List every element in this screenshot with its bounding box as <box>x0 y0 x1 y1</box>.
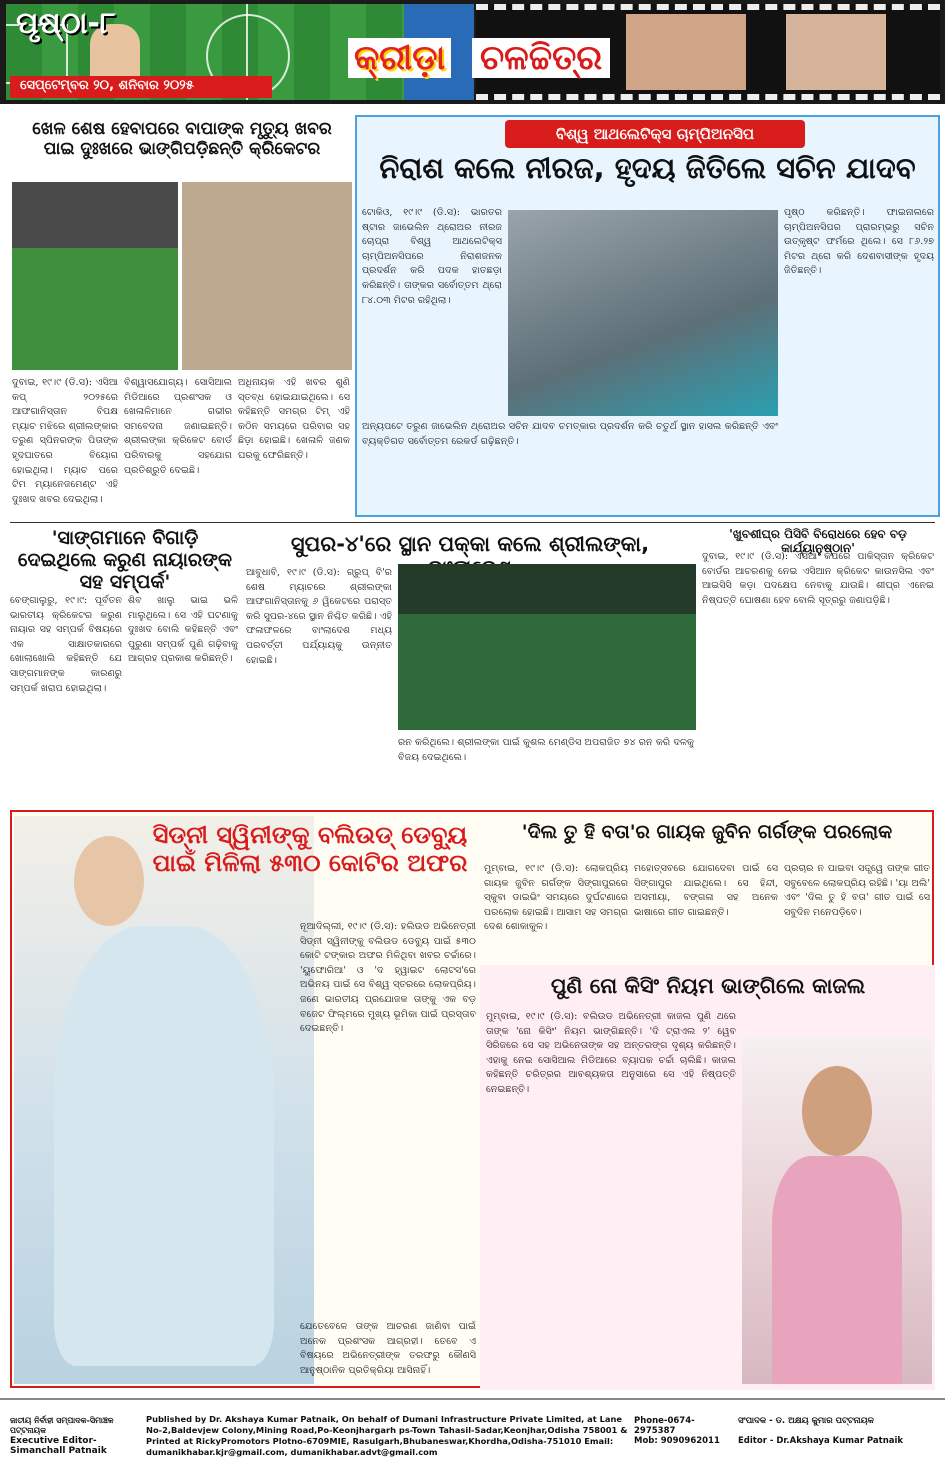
article-column: ପୃଷ୍ଠ କରିଛନ୍ତି। ଫାଇନାଲରେ ଚାମ୍ପିଅନସିପର ପ୍ରାରମ୍ଭରୁ ସଚିନ ଉତ୍କୃଷ୍ଟ ଫର୍ମରେ ଥିଲେ। ସେ ୮୬.୨୭ ମିଟର ଥ୍ରୋ କରି ଦେଶବାସୀଙ୍କ ହୃଦୟ ଜିତିଛନ୍ତି। <box>784 207 934 277</box>
portrait-face-shape <box>802 1066 872 1156</box>
kajol-photo <box>742 1036 932 1384</box>
article-column: ଟୋକିଓ, ୧୯।୯ (ଡି.ସ): ଭାରତର ଷ୍ଟାର ଜାଭେଲିନ ଥ୍ରୋଅର ନୀରଜ ଚୋପ୍ରା ବିଶ୍ୱ ଆଥଲେଟିକ୍ସ ଚାମ୍ପିଅନସିପରେ ନିରାଶଜନକ ପ୍ରଦର୍ଶନ କରି ପଦକ ହାତଛଡ଼ା କରିଛନ୍ତି। ତାଙ୍କର ସର୍ବୋତ୍ତମ ଥ୍ରୋ ୮୪.୦୩ ମିଟର ରହିଥିଲା। <box>362 207 502 306</box>
kicker-athletics: ବିଶ୍ୱ ଆଥଲେଟିକ୍ସ ଚାମ୍ପିଅନସିପ <box>505 120 805 148</box>
article-column: ଶିବ ଖାଲୁ ଭାଇ ଭଳି ମାଲୁଥିଲେ। ସେ ଏହି ଘଟଣାକୁ ଦୁଃଖଦ ବୋଲି କହିଛନ୍ତି ଏବଂ ପୁରୁଣା ସମ୍ପର୍କ ପୁଣି ଗଢ଼ିବାକୁ ଆଗ୍ରହ ପ୍ରକାଶ କରିଛନ୍ତି। <box>128 595 238 665</box>
article-column: ଅଧିନାୟକ ଏହି ଖବର ଶୁଣି ସ୍ତବ୍ଧ ହୋଇଯାଇଥିଲେ। ସେ କହିଛନ୍ତି ସମଗ୍ର ଟିମ୍ ଏହି କଠିନ ସମୟରେ ପରିବାର ସହ ଛିଡ଼ା ହୋଇଛି। ଖେଳାଳି ଜଣକ ଘରକୁ ଫେରିଛନ୍ତି। <box>238 377 350 461</box>
editor-english: Editor - Dr.Akshaya Kumar Patnaik <box>738 1436 904 1446</box>
editor-odia: ସଂପାଦକ - ଡ. ଅକ୍ଷୟ କୁମାର ପଟ୍ଟନାୟକ <box>738 1416 874 1426</box>
divider <box>10 522 935 523</box>
article-column: ବିଶ୍ୱାସଯୋଗ୍ୟ। ସୋସିଆଲ ମିଡିଆରେ ପ୍ରଶଂସକ ଓ ଖେଳାଳିମାନେ ଗଭୀର ସମବେଦନା ଜଣାଇଛନ୍ତି। ଶ୍ରୀଲଙ୍କା କ୍ରିକେଟ ବୋର୍ଡ ପରିବାରକୁ ସହଯୋଗ ପ୍ରତିଶ୍ରୁତି ଦେଇଛି। <box>124 377 232 476</box>
article-column: ଦୁବାଇ, ୧୯।୯ (ଡି.ସ): ଏସିଆ କପ୍ ୨୦୨୫ରେ ଆଫଗାନିସ୍ତାନ ବିପକ୍ଷ ମ୍ୟାଚ ମଝିରେ ଶ୍ରୀଲଙ୍କାର ତରୁଣ ସ୍ପିନରଙ୍କ ପିତାଙ୍କ ହୃଦଘାତରେ ବିୟୋଗ ହୋଇଥିଲା। ମ୍ୟାଚ ପରେ ଟିମ ମ୍ୟାନେଜମେଣ୍ଟ ଏହି ଦୁଃଖଦ ଖବର ଦେଇଥିଲା। <box>12 377 118 505</box>
publisher-imprint: Published by Dr. Akshaya Kumar Patnaik, On behalf of Dumani Infrastructure Private Limited, at Lane No-2,Baldevjew Colony,Mining Road,Po-Keonjhargarh ps-Town Tahasil-Sadar,Keonjhar,Odisha 758001 & Printed at RickyPromotors Plotno-6709MIE, Rasulgarh,Bhubaneswar,Khordha,Odisha-751010 Email: dumanikhabar.kjr@gmail.com, dumanikhabar.advt@gmail.com <box>146 1414 628 1457</box>
article-column: ରନ କରିଥିଲେ। ଶ୍ରୀଲଙ୍କା ପାଇଁ କୁଶଲ ମେଣ୍ଡିସ ଅପରାଜିତ ୭୪ ରନ କରି ଦଳକୁ ବିଜୟ ଦେଇଥିଲେ। <box>398 737 694 763</box>
headline-super4: ସୁପର-୪'ରେ ସ୍ଥାନ ପକ୍କା କଲେ ଶ୍ରୀଲଙ୍କା, <box>290 532 650 556</box>
article-column: ପ୍ରଚାର ନ ପାଇବା ସତ୍ତ୍ୱେ ତାଙ୍କ ଗୀତ ସବୁବେଳେ ଲୋକପ୍ରିୟ ରହିଛି। 'ୟା ଅଲି' ଏବଂ 'ଦିଲ ତୁ ହି ବତା' ଗୀତ ପାଇଁ ସେ ସବୁଦିନ ମନେପଡ଼ିବେ। <box>784 863 930 918</box>
article-column: ଆବୁଧାବି, ୧୯।୯ (ଡି.ସ): ଗ୍ରୁପ୍ ବି'ର ଶେଷ ମ୍ୟାଚରେ ଶ୍ରୀଲଙ୍କା ଆଫଗାନିସ୍ତାନକୁ ୬ ୱିକେଟରେ ପରାସ୍ତ କରି ସୁପର-୪ରେ ସ୍ଥାନ ନିଶ୍ଚିତ କରିଛି। ଏହି ଫଳାଫଳରେ ବାଂଲାଦେଶ ମଧ୍ୟ ପରବର୍ତ୍ତୀ ପର୍ଯ୍ୟାୟକୁ ଉନ୍ନୀତ ହୋଇଛି। <box>246 567 392 666</box>
article-column: ମୁମ୍ବାଇ, ୧୯।୯ (ଡି.ସ): ବଲିଉଡ ଅଭିନେତ୍ରୀ କାଜଲ ପୁଣି ଥରେ ତାଙ୍କ 'ନୋ କିସିଂ' ନିୟମ ଭାଙ୍ଗିଛନ୍ତି। 'ଦି ଟ୍ରାଏଲ ୨' ୱେବ ସିରିଜରେ ସେ ସହ ଅଭିନେତାଙ୍କ ସହ ଅନ୍ତରଙ୍ଗ ଦୃଶ୍ୟ କରିଛନ୍ତି। ଏହାକୁ ନେଇ ସୋସିଆଲ ମିଡିଆରେ ବ୍ୟାପକ ଚର୍ଚ୍ଚା ଚାଲିଛି। କାଜଲ କହିଛନ୍ତି ଚରିତ୍ରର ଆବଶ୍ୟକତା ଅନୁସାରେ ସେ ଏହି ନିଷ୍ପତ୍ତି ନେଇଛନ୍ତି। <box>486 1011 736 1095</box>
section-title-cinema: ଚଳଚ୍ଚିତ୍ର <box>472 38 610 78</box>
family-photo <box>182 182 352 370</box>
headline-protest: 'ଖୁବଶୀଘ୍ର ପିସିବି ବିରୋଧରେ ହେବ ବଡ଼ କାର୍ଯ୍ୟାନୁଷ୍ଠାନ' <box>729 527 907 555</box>
executive-editor-odia: ଜାତୀୟ ନିର୍ବାହୀ ସମ୍ପାଦକ-ସିମାଞ୍ଚଳ ପଟ୍ଟନାୟକ <box>10 1416 114 1435</box>
article-column: ଦୁବାଇ, ୧୯।୯ (ଡି.ସ): ଏସିଆ କପରେ ପାକିସ୍ତାନ କ୍ରିକେଟ ବୋର୍ଡର ଆଚରଣକୁ ନେଇ ଏସିଆନ କ୍ରିକେଟ କାଉନସିଲ ଏବଂ ଆଇସିସି କଡ଼ା ପଦକ୍ଷେପ ନେବାକୁ ଯାଉଛି। ଶୀଘ୍ର ଏନେଇ ନିଷ୍ପତ୍ତି ଘୋଷଣା ହେବ ବୋଲି ସୂତ୍ରରୁ ଜଣାପଡ଼ିଛି। <box>702 551 934 606</box>
issue-date: ସେପ୍ଟେମ୍ବର ୨୦, ଶନିବାର ୨୦୨୫ <box>10 76 272 98</box>
headline-kajol: ପୁଣି ନୋ କିସିଂ ନିୟମ ଭାଙ୍ଗିଲେ କାଜଲ <box>550 974 866 998</box>
headline-karun: 'ସାଙ୍ଗମାନେ ବିଗାଡ଼ି ଦେଇଥିଲେ କରୁଣ ନାୟାରଙ୍କ ସହ ସମ୍ପର୍କ' <box>17 527 233 593</box>
gown-shape <box>54 926 274 1366</box>
article-column: ବେଙ୍ଗାଲୁରୁ, ୧୯।୯: ପୂର୍ବତନ ଭାରତୀୟ କ୍ରିକେଟର କରୁଣ ନାୟାର ସହ ସମ୍ପର୍କ ବିଷୟରେ ଏକ ସାକ୍ଷାତକାରରେ ଖୋଲାଖୋଲି କହିଛନ୍ତି ଯେ ସାଙ୍ଗମାନଙ୍କ କାରଣରୁ ସମ୍ପର୍କ ଖରାପ ହୋଇଥିଲା। <box>10 595 122 694</box>
article-column: ଯେତେବେଳେ ତାଙ୍କ ଆଚରଣ ଜାଣିବା ପାଇଁ ଅନେକ ପ୍ରଶଂସକ ଆଗ୍ରହୀ। ତେବେ ଏ ବିଷୟରେ ଅଭିନେତ୍ରୀଙ୍କ ତରଫରୁ କୌଣସି ଆନୁଷ୍ଠାନିକ ପ୍ରତିକ୍ରିୟା ଆସିନାହିଁ। <box>300 1321 476 1376</box>
dress-shape <box>772 1156 902 1384</box>
section-title-sports: କ୍ରୀଡ଼ା <box>348 38 451 78</box>
headline-cricketer: ଖେଳ ଶେଷ ହେବାପରେ ବାପାଙ୍କ ମୃତ୍ୟୁ ଖବର ପାଇ ଦୁଃଖରେ ଭାଙ୍ଗିପଡ଼ିଛନ୍ତି କ୍ରିକେଟର <box>32 119 332 159</box>
phone-number: Phone-0674-2975387 <box>634 1416 695 1436</box>
article-column: ନୂଆଦିଲ୍ଲୀ, ୧୯।୯ (ଡି.ସ): ହଲିଉଡ ଅଭିନେତ୍ରୀ ସିଡ୍‌ନୀ ସ୍ୱିନୀଙ୍କୁ ବଲିଉଡ ଡେବ୍ୟୁ ପାଇଁ ୫୩୦ କୋଟି ଟଙ୍କାର ଅଫର ମିଳିଥିବା ଖବର ଚର୍ଚ୍ଚାରେ। 'ୟୁଫୋରିଆ' ଓ 'ଦ ହ୍ୱାଇଟ ଲୋଟସ'ରେ ଅଭିନୟ ପାଇଁ ସେ ବିଶ୍ୱ ସ୍ତରରେ ଲୋକପ୍ରିୟ। ଜଣେ ଭାରତୀୟ ପ୍ରଯୋଜକ ତାଙ୍କୁ ଏକ ବଡ଼ ବଜେଟ ଫିଲ୍ମରେ ମୁଖ୍ୟ ଭୂମିକା ପାଇଁ ପ୍ରସ୍ତାବ ଦେଇଛନ୍ତି। <box>300 921 476 1035</box>
headline-zubeen: 'ଦିଲ ତୁ ହି ବତା'ର ଗାୟକ ଜୁବିନ ଗର୍ଗଙ୍କ ପରଲୋକ <box>521 821 893 843</box>
portrait-face-shape <box>74 836 144 926</box>
headline-sydney: ସିଡ୍‌ନୀ ସ୍ୱିନୀଙ୍କୁ ବଲିଉଡ୍ ଡେବ୍ୟୁ ପାଇଁ ମିଳିଲା ୫୩୦ କୋଟିର ଅଫର <box>152 821 468 877</box>
stadium-photo <box>12 182 178 370</box>
executive-editor-english: Executive Editor-Simanchall Patnaik <box>10 1436 107 1456</box>
sydney-sweeney-photo <box>14 816 314 1384</box>
mobile-number: Mob: 9090962011 <box>634 1436 720 1446</box>
actress-photo-1 <box>626 14 746 90</box>
sachin-yadav-photo <box>508 210 778 416</box>
cricket-match-photo <box>398 564 696 730</box>
imprint-footer <box>0 1398 945 1469</box>
article-column: ଅନ୍ୟପଟେ ତରୁଣ ଜାଭେଲିନ ଥ୍ରୋଅର ସଚିନ ଯାଦବ ଚମତ୍କାର ପ୍ରଦର୍ଶନ କରି ଚତୁର୍ଥ ସ୍ଥାନ ହାସଲ କରିଛନ୍ତି ଏବଂ ବ୍ୟକ୍ତିଗତ ସର୍ବୋତ୍ତମ ରେକର୍ଡ ଗଢ଼ିଛନ୍ତି। <box>362 421 778 447</box>
actress-photo-2 <box>786 14 886 90</box>
headline-neeraj: ନିରାଶ କଲେ ନୀରଜ, ହୃଦୟ ଜିତିଲେ ସଚିନ ଯାଦବ <box>379 151 916 185</box>
article-column: ମୁମ୍ବାଇ, ୧୯।୯ (ଡି.ସ): ଲୋକପ୍ରିୟ ଗାୟକ ଜୁବିନ ଗର୍ଗଙ୍କ ସିଙ୍ଗାପୁରରେ ସ୍କୁବା ଡାଇଭିଂ ସମୟରେ ଦୁର୍ଘଟଣାରେ ପରଲୋକ ହୋଇଛି। ଆସାମ ସହ ସମଗ୍ର ଦେଶ ଶୋକାକୁଳ। <box>484 863 628 933</box>
article-column: ମହୋତ୍ସବରେ ଯୋଗଦେବା ପାଇଁ ସେ ସିଙ୍ଗାପୁର ଯାଇଥିଲେ। ସେ ହିନ୍ଦୀ, ଅସମୀୟା, ବଙ୍ଗଳା ସହ ଅନେକ ଭାଷାରେ ଗୀତ ଗାଇଛନ୍ତି। <box>634 863 778 918</box>
page-number-left: ପୃଷ୍ଠା-୮ <box>16 6 116 41</box>
